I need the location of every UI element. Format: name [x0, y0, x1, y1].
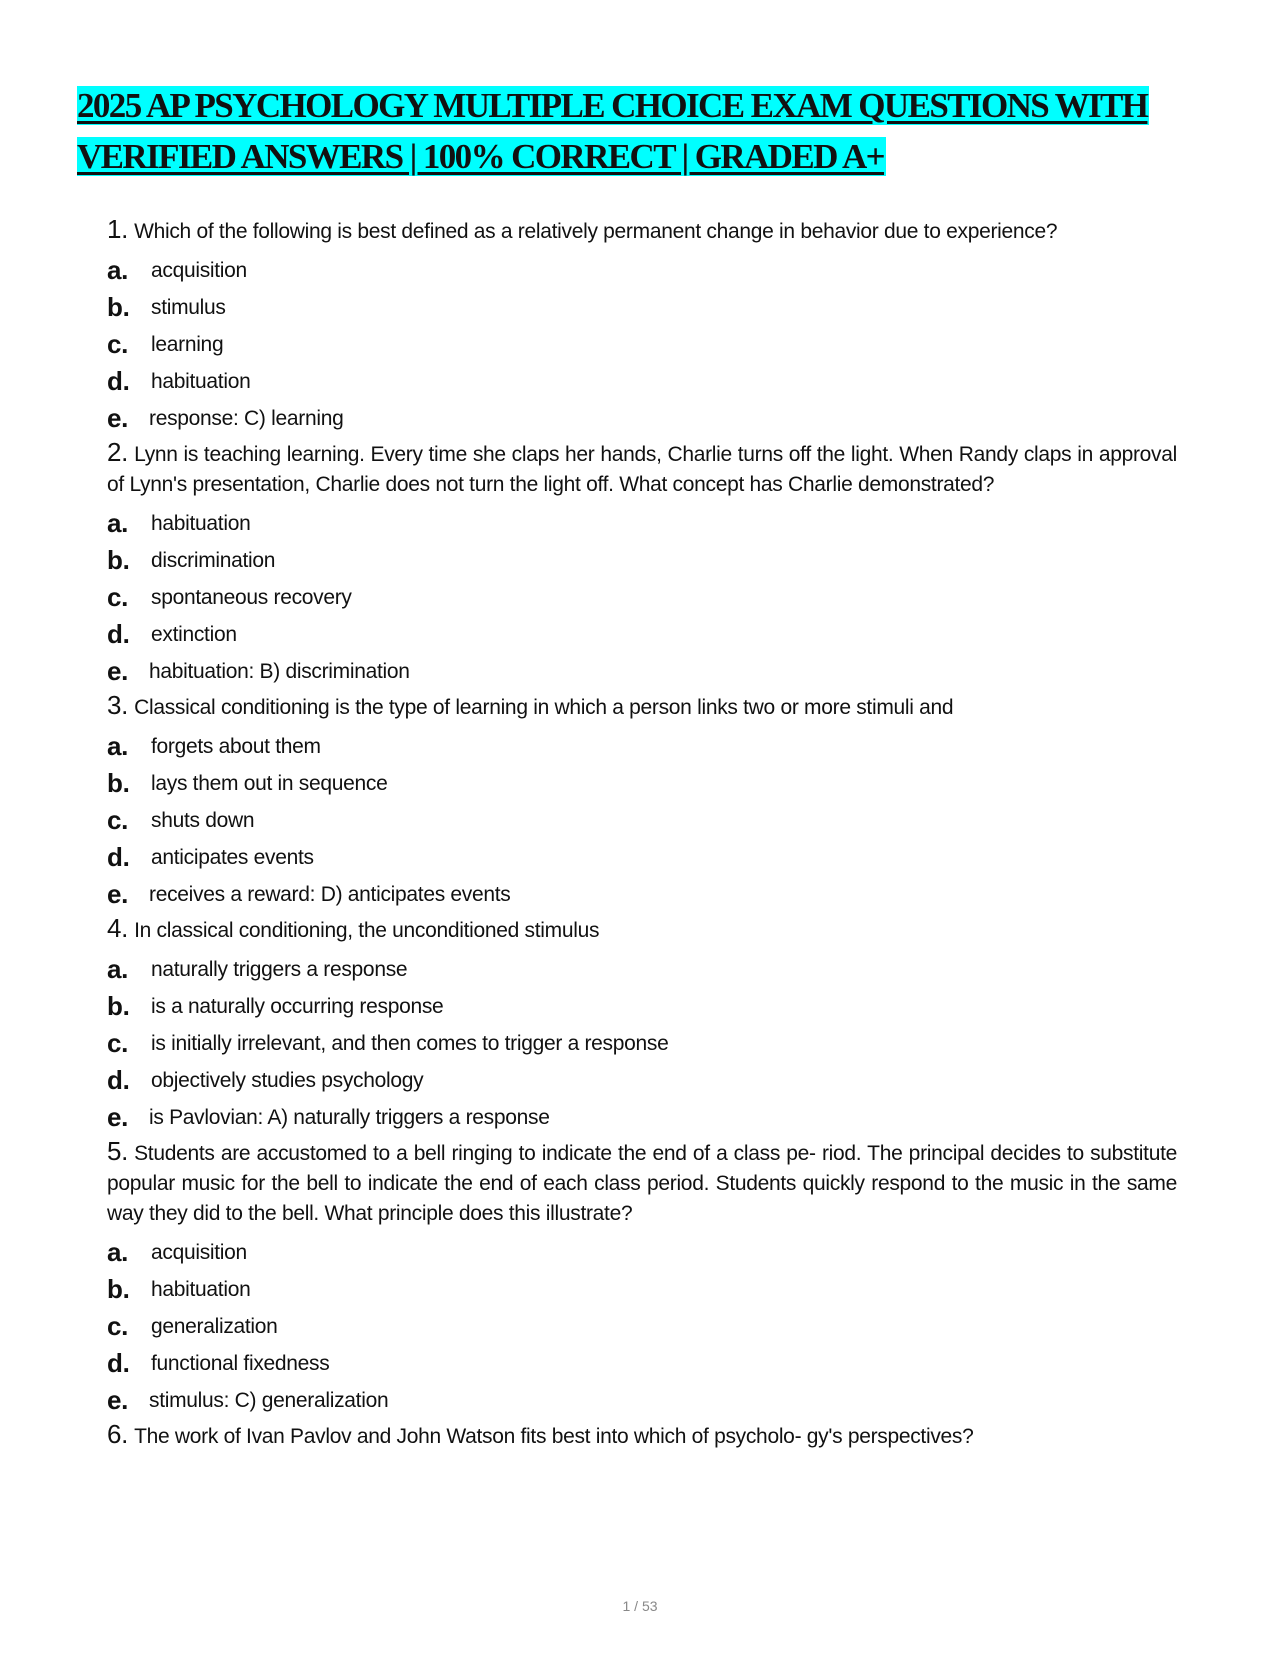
answer-option	[107, 839, 1177, 876]
question-text	[107, 690, 1177, 723]
answer-option	[107, 1025, 1177, 1062]
option-letter: d.	[107, 842, 130, 872]
option-letter: a.	[107, 954, 129, 984]
option-letter: a.	[107, 731, 129, 761]
option-text: habituation	[151, 511, 251, 535]
answer-option	[107, 653, 1177, 690]
question-text	[107, 1419, 1177, 1452]
answer-option	[107, 252, 1177, 289]
option-text: response: C) learning	[149, 406, 344, 430]
title-line-1: 2025 AP PSYCHOLOGY MULTIPLE CHOICE EXAM QUESTIONS WITH	[77, 86, 1148, 125]
option-letter: b.	[107, 545, 130, 575]
question-number: 5.	[107, 1136, 129, 1166]
option-text: is initially irrelevant, and then comes to trigger a response	[151, 1031, 669, 1055]
option-letter: b.	[107, 1274, 130, 1304]
document-title	[77, 80, 1149, 182]
option-text: anticipates events	[151, 845, 314, 869]
question-list	[107, 214, 1177, 1457]
option-text: naturally triggers a response	[151, 957, 408, 981]
option-letter: e.	[107, 879, 129, 909]
option-text: is a naturally occurring response	[151, 994, 444, 1018]
question-number: 1.	[107, 214, 129, 244]
answer-option	[107, 1234, 1177, 1271]
option-text: functional fixedness	[151, 1351, 330, 1375]
option-letter: c.	[107, 582, 129, 612]
option-letter: d.	[107, 366, 130, 396]
option-text: discrimination	[151, 548, 276, 572]
option-letter: a.	[107, 508, 129, 538]
answer-option	[107, 400, 1177, 437]
page-number: 1 / 53	[622, 1598, 658, 1614]
question-text	[107, 214, 1177, 247]
option-letter: c.	[107, 805, 129, 835]
option-text: spontaneous recovery	[151, 585, 352, 609]
answer-option	[107, 1382, 1177, 1419]
option-text: extinction	[151, 622, 237, 646]
answer-option	[107, 1062, 1177, 1099]
option-text: receives a reward: D) anticipates events	[149, 882, 511, 906]
question-text	[107, 913, 1177, 946]
option-letter: a.	[107, 255, 129, 285]
answer-option	[107, 542, 1177, 579]
answer-option	[107, 765, 1177, 802]
question-number: 6.	[107, 1419, 129, 1449]
answer-option	[107, 289, 1177, 326]
option-letter: d.	[107, 1065, 130, 1095]
option-text: learning	[151, 332, 224, 356]
answer-option	[107, 363, 1177, 400]
option-text: forgets about them	[151, 734, 321, 758]
option-letter: e.	[107, 403, 129, 433]
question-number: 3.	[107, 690, 129, 720]
answer-option	[107, 1099, 1177, 1136]
question-text	[107, 437, 1177, 500]
question-text	[107, 1136, 1177, 1229]
option-text: habituation	[151, 369, 251, 393]
option-text: stimulus: C) generalization	[149, 1388, 389, 1412]
option-text: acquisition	[151, 1240, 247, 1264]
option-letter: e.	[107, 1385, 129, 1415]
question-number: 4.	[107, 913, 129, 943]
option-text: objectively studies psychology	[151, 1068, 424, 1092]
question-number: 2.	[107, 437, 129, 467]
question-body: Students are accustomed to a bell ringing to indicate the end of a class pe- riod. The principal decides to substitute popular music for the bell to indicate the end of each class period. Students quickly respond to the music in the same way they did to the bell. What principle does this illustrate?	[107, 1142, 1177, 1225]
option-text: habituation: B) discrimination	[149, 659, 410, 683]
option-letter: c.	[107, 1311, 129, 1341]
answer-option	[107, 616, 1177, 653]
answer-option	[107, 876, 1177, 913]
title-line-2: VERIFIED ANSWERS | 100% CORRECT | GRADED A+	[77, 137, 885, 176]
answer-option	[107, 1308, 1177, 1345]
option-letter: d.	[107, 619, 130, 649]
option-letter: b.	[107, 768, 130, 798]
answer-option	[107, 505, 1177, 542]
option-letter: b.	[107, 991, 130, 1021]
answer-option	[107, 951, 1177, 988]
question-body: In classical conditioning, the unconditioned stimulus	[134, 919, 600, 942]
answer-option	[107, 728, 1177, 765]
answer-option	[107, 1345, 1177, 1382]
option-text: is Pavlovian: A) naturally triggers a response	[149, 1105, 550, 1129]
answer-option	[107, 326, 1177, 363]
answer-option	[107, 579, 1177, 616]
option-letter: e.	[107, 656, 129, 686]
option-text: acquisition	[151, 258, 247, 282]
option-text: habituation	[151, 1277, 251, 1301]
option-text: shuts down	[151, 808, 255, 832]
option-text: lays them out in sequence	[151, 771, 388, 795]
answer-option	[107, 802, 1177, 839]
question-body: Classical conditioning is the type of learning in which a person links two or more stimuli and	[134, 696, 954, 719]
answer-option	[107, 988, 1177, 1025]
question-body: Which of the following is best defined as a relatively permanent change in behavior due to experience?	[134, 220, 1058, 243]
option-letter: d.	[107, 1348, 130, 1378]
question-body: Lynn is teaching learning. Every time she claps her hands, Charlie turns off the light. When Randy claps in approval of Lynn's presentation, Charlie does not turn the light off. What concept has Charlie demonstrated?	[107, 443, 1177, 496]
option-text: generalization	[151, 1314, 278, 1338]
option-letter: e.	[107, 1102, 129, 1132]
option-text: stimulus	[151, 295, 226, 319]
option-letter: c.	[107, 329, 129, 359]
option-letter: c.	[107, 1028, 129, 1058]
answer-option	[107, 1271, 1177, 1308]
option-letter: b.	[107, 292, 130, 322]
option-letter: a.	[107, 1237, 129, 1267]
question-body: The work of Ivan Pavlov and John Watson fits best into which of psycholo- gy's perspectives?	[134, 1425, 974, 1448]
